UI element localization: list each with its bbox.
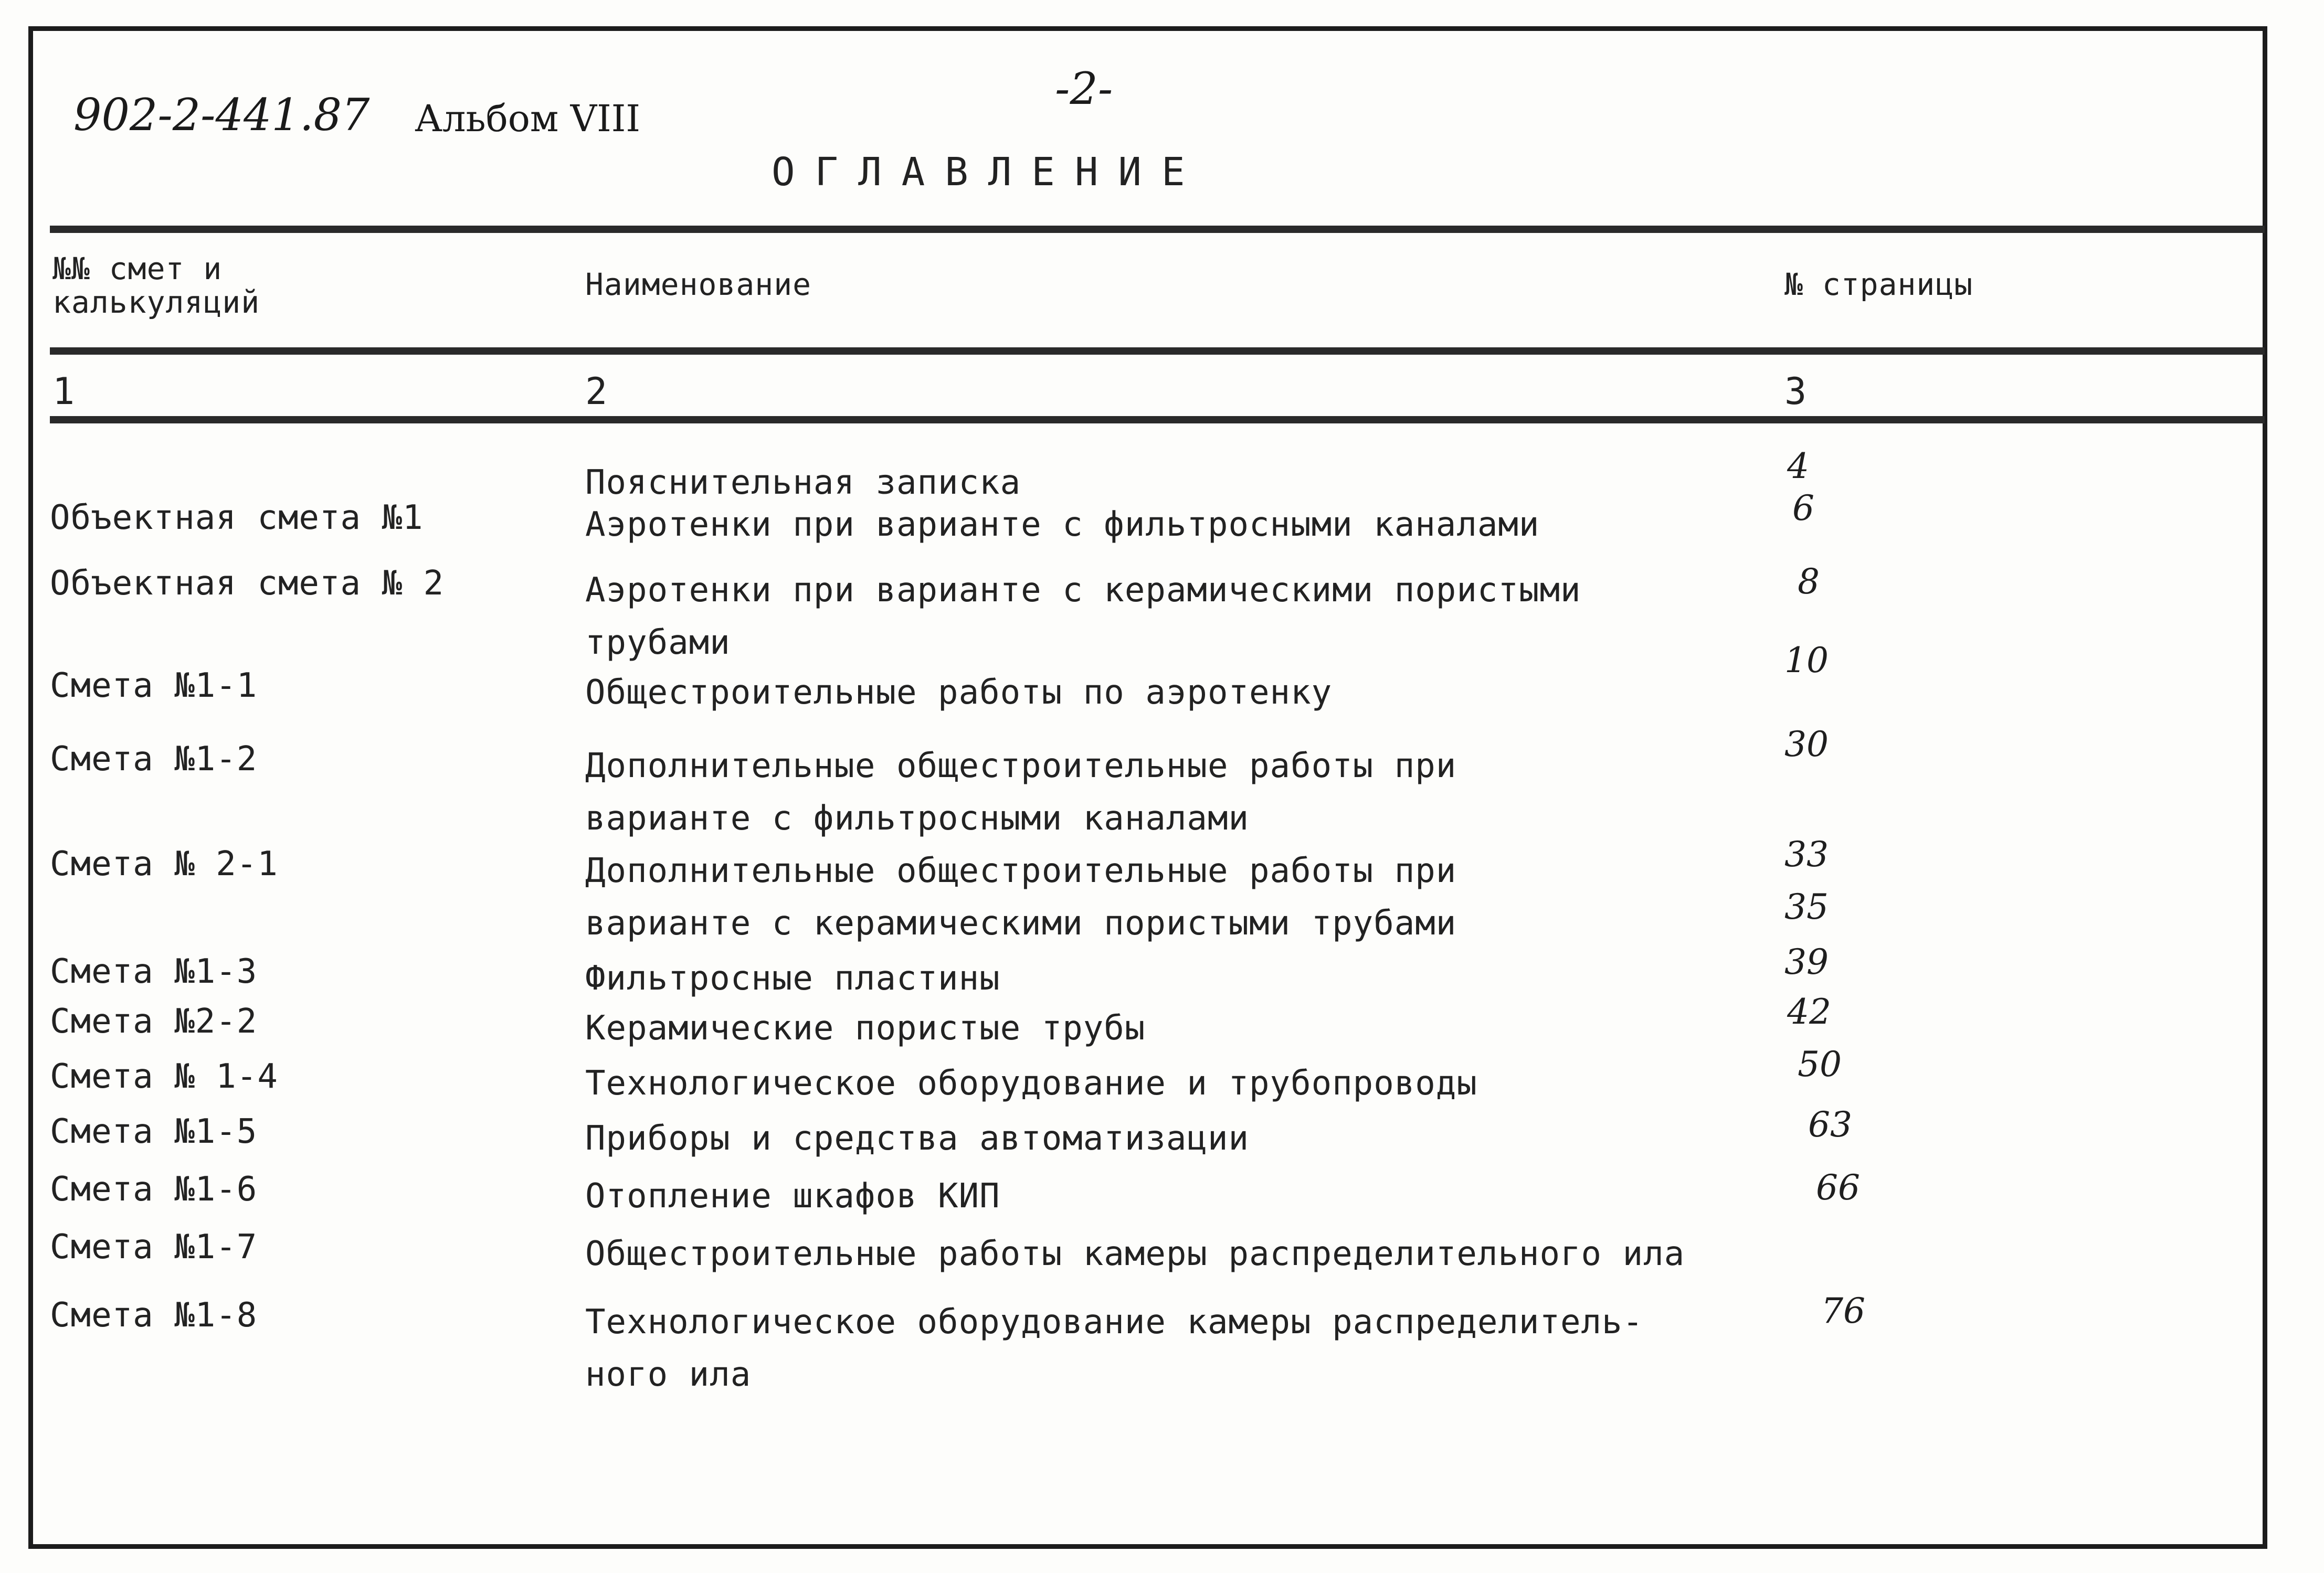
column-header-page: № страницы bbox=[1784, 267, 1973, 302]
row-page: 4 bbox=[1787, 446, 1809, 486]
row-code: Объектная смета №1 bbox=[50, 498, 424, 537]
row-code: Смета №2-2 bbox=[50, 1002, 258, 1041]
row-code: Смета №1-2 bbox=[50, 740, 258, 779]
row-code: Смета №1-5 bbox=[50, 1112, 258, 1151]
row-name: Технологическое оборудование и трубопроводы bbox=[585, 1064, 1477, 1103]
row-name: Приборы и средства автоматизации bbox=[585, 1119, 1249, 1158]
row-page: 8 bbox=[1798, 561, 1820, 602]
row-code: Смета №1-1 bbox=[50, 666, 258, 705]
row-name: Общестроительные работы камеры распределительного ила bbox=[585, 1235, 1685, 1273]
row-name: Аэротенки при варианте с керамическими пористыми трубами bbox=[585, 571, 1581, 662]
row-code: Объектная смета № 2 bbox=[50, 564, 445, 603]
row-page: 30 bbox=[1784, 724, 1829, 764]
row-page: 39 bbox=[1784, 942, 1829, 982]
row-code: Смета № 1-4 bbox=[50, 1057, 278, 1096]
row-page: 63 bbox=[1808, 1104, 1852, 1145]
column-header-name: Наименование bbox=[585, 267, 812, 302]
row-name: Дополнительные общестроительные работы при bbox=[585, 852, 1457, 890]
column-header-codes: №№ смет и калькуляций bbox=[52, 251, 260, 320]
column-number-2: 2 bbox=[585, 370, 608, 413]
row-code: Смета №1-8 bbox=[50, 1296, 258, 1335]
column-number-1: 1 bbox=[52, 370, 76, 413]
row-name: Отопление шкафов КИП bbox=[585, 1177, 1000, 1216]
row-page: 33 bbox=[1784, 834, 1829, 875]
row-page: 50 bbox=[1798, 1044, 1842, 1085]
table-top-rule bbox=[50, 226, 2265, 233]
row-page: 10 bbox=[1784, 640, 1829, 681]
row-code: Смета №1-7 bbox=[50, 1228, 258, 1267]
row-code: Смета №1-6 bbox=[50, 1170, 258, 1209]
row-name: Аэротенки при варианте с фильтросными каналами bbox=[585, 505, 1540, 544]
row-name: Пояснительная записка bbox=[585, 463, 1021, 502]
document-code: 902-2-441.87 bbox=[73, 89, 370, 141]
row-page: 35 bbox=[1784, 887, 1829, 927]
row-name: Технологическое оборудование камеры распределитель- ного ила bbox=[585, 1303, 1644, 1394]
row-code: Смета № 2-1 bbox=[50, 845, 278, 884]
row-name: Общестроительные работы по аэротенку bbox=[585, 673, 1333, 712]
header-bottom-rule bbox=[50, 347, 2265, 355]
album-label: Альбом VIII bbox=[415, 97, 641, 140]
row-page: 66 bbox=[1816, 1167, 1860, 1208]
row-name: Дополнительные общестроительные работы при варианте с фильтросными каналами bbox=[585, 747, 1457, 838]
row-page: 6 bbox=[1792, 488, 1814, 528]
document-title: ОГЛАВЛЕНИЕ bbox=[772, 150, 1205, 195]
column-number-3: 3 bbox=[1784, 370, 1808, 413]
row-page: 76 bbox=[1821, 1291, 1865, 1331]
row-name: варианте с керамическими пористыми трубами bbox=[585, 904, 1457, 943]
page-number: -2- bbox=[1055, 63, 1113, 114]
column-number-rule bbox=[50, 416, 2265, 423]
row-name: Фильтросные пластины bbox=[585, 959, 1000, 998]
row-name: Керамические пористые трубы bbox=[585, 1009, 1146, 1048]
row-code: Смета №1-3 bbox=[50, 952, 258, 991]
row-page: 42 bbox=[1787, 992, 1831, 1032]
